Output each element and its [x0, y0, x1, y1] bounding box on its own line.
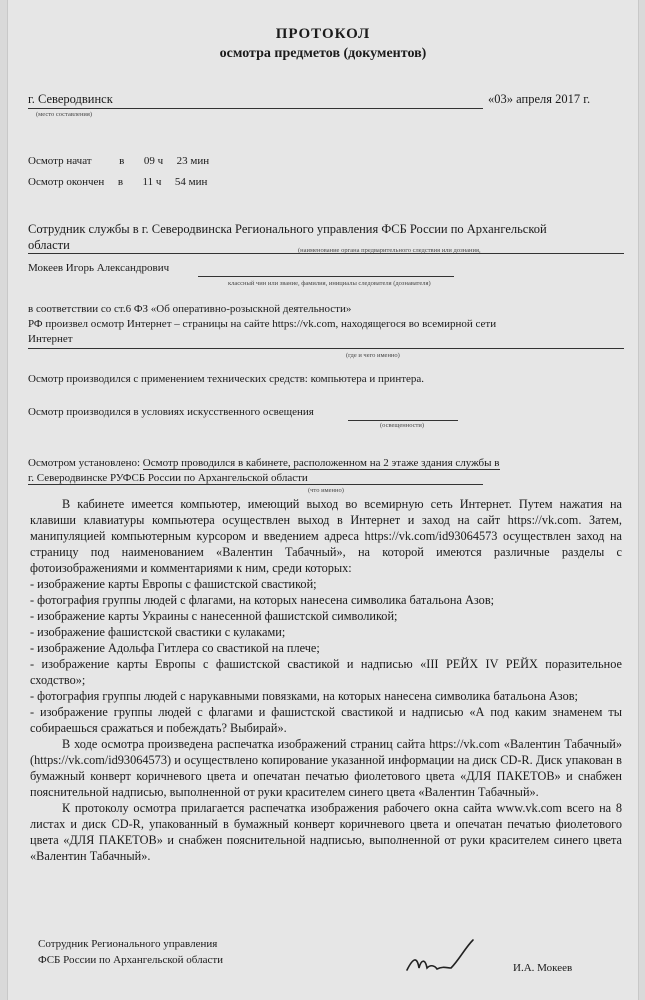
body-item-6: - изображение карты Европы с фашистской свастикой и надписью «III РЕЙХ IV РЕЙХ поразительное сходство»;	[30, 657, 622, 687]
officer-name: Мокеев Игорь Александрович	[28, 262, 170, 274]
body-item-8: - изображение группы людей с флагами и фашистской свастикой и надписью «А под каким знаменем ты собираешься сражаться и побеждать? Выбирай».	[30, 705, 622, 735]
start-time-row	[28, 155, 209, 167]
body-item-4: - изображение фашистской свастики с кулаками;	[30, 625, 286, 639]
handwritten-signature-icon	[403, 938, 483, 978]
body-paragraph-1: В кабинете имеется компьютер, имеющий выход во всемирную сеть Интернет. Путем нажатия на клавиши клавиатуры компьютера осуществлен выход в Интернет и заход на сайт https://vk.com. Затем, манипуляцией компьютерным курсором и введением адреса https://vk.com/id93064573 осуществлен заход на страницу под наименованием «Валентин Табачный», на которой имеются различные разделы с фотоизображениями и комментариями к ним, среди которых:	[30, 497, 622, 575]
end-label: Осмотр окончен	[28, 176, 105, 188]
end-hour-unit: ч	[155, 176, 162, 188]
place-caption: (место составления)	[36, 111, 93, 118]
basis-underline	[28, 348, 624, 349]
start-min-unit: мин	[190, 155, 210, 167]
end-v: в	[117, 176, 124, 188]
light-underline	[348, 420, 458, 421]
established-caption: (что именно)	[308, 487, 344, 494]
basis-line-1: в соответствии со ст.6 ФЗ «Об оперативно-розыскной деятельности»	[28, 303, 352, 315]
start-v: в	[119, 155, 125, 167]
body-paragraph-3: К протоколу осмотра прилагается распечатка изображения рабочего окна сайта www.vk.com всего на 8 листах и диск CD-R, упакованный в бумажный конверт коричневого цвета и опечатан печатью фиолетового цвета «ДЛЯ ПАКЕТОВ» и снабжен пояснительной надписью, выполненной от руки красителем синего цвета «Валентин Табачный».	[30, 801, 622, 863]
name-underline	[198, 276, 454, 277]
light-caption: (освещенности)	[380, 422, 425, 429]
established-row	[28, 457, 500, 469]
basis-line-2: РФ произвел осмотр Интернет – страницы на сайте https://vk.com, находящегося во всемирной сети	[28, 318, 497, 330]
end-min: 54	[174, 176, 186, 188]
basis-line-3: Интернет	[28, 333, 73, 345]
doc-subtitle: осмотра предметов (документов)	[219, 46, 427, 61]
doc-date: «03» апреля 2017 г.	[488, 92, 591, 106]
body-paragraph-2: В ходе осмотра произведена распечатка изображений страниц сайта https://vk.com «Валентин Табачный» (https://vk.com/id93064573) и осуществлено копирование указанной информации на диск CD-R. Диск упакован в бумажный конверт коричневого цвета и опечатан печатью фиолетового цвета «ДЛЯ ПАКЕТОВ» и снабжен пояснительной надписью, выполненной от руки красителем синего цвета «Валентин Табачный».	[30, 737, 622, 799]
body-item-1: - изображение карты Европы с фашистской свастикой;	[30, 577, 317, 591]
signer-role-1: Сотрудник Регионального управления	[38, 938, 218, 950]
means-light: Осмотр производился в условиях искусственного освещения	[28, 406, 314, 418]
doc-title: ПРОТОКОЛ	[275, 26, 371, 42]
end-min-unit: мин	[188, 176, 208, 188]
body-item-7: - фотография группы людей с нарукавными повязками, на которых нанесена символика батальона Азов;	[30, 689, 578, 703]
signer-name: И.А. Мокеев	[513, 962, 573, 974]
officer-line-2: области	[28, 238, 70, 252]
start-min: 23	[176, 155, 188, 167]
place-city: г. Северодвинск	[28, 92, 113, 106]
place-underline	[28, 108, 483, 109]
means-tech: Осмотр производился с применением технических средств: компьютера и принтера.	[28, 373, 425, 385]
org-caption: (наименование органа предварительного следствия или дознания,	[298, 247, 481, 254]
signer-role-2: ФСБ России по Архангельской области	[38, 954, 224, 966]
basis-caption: (где и чего именно)	[346, 352, 400, 359]
established-label: Осмотром установлено:	[28, 457, 141, 469]
start-hour: 09	[143, 155, 155, 167]
start-label: Осмотр начат	[28, 155, 92, 167]
end-time-row	[28, 176, 207, 188]
body-item-5: - изображение Адольфа Гитлера со свастикой на плече;	[30, 641, 320, 655]
established-line-2: г. Северодвинске РУФСБ России по Архангельской области	[28, 472, 483, 485]
name-caption: классный чин или звание, фамилия, инициалы следователя (дознавателя)	[228, 280, 431, 287]
end-hour: 11	[142, 176, 154, 188]
document-page	[8, 0, 638, 1000]
start-hour-unit: ч	[157, 155, 164, 167]
body-item-3: - изображение карты Украины с нанесенной фашистской символикой;	[30, 609, 398, 623]
body-item-2: - фотография группы людей с флагами, на которых нанесена символика батальона Азов;	[30, 593, 495, 607]
established-line-1: Осмотр проводился в кабинете, расположенном на 2 этаже здания службы в	[142, 457, 500, 469]
officer-line-1: Сотрудник службы в г. Северодвинска Регионального управления ФСБ России по Архангельской	[28, 222, 547, 236]
main-body	[30, 496, 622, 864]
